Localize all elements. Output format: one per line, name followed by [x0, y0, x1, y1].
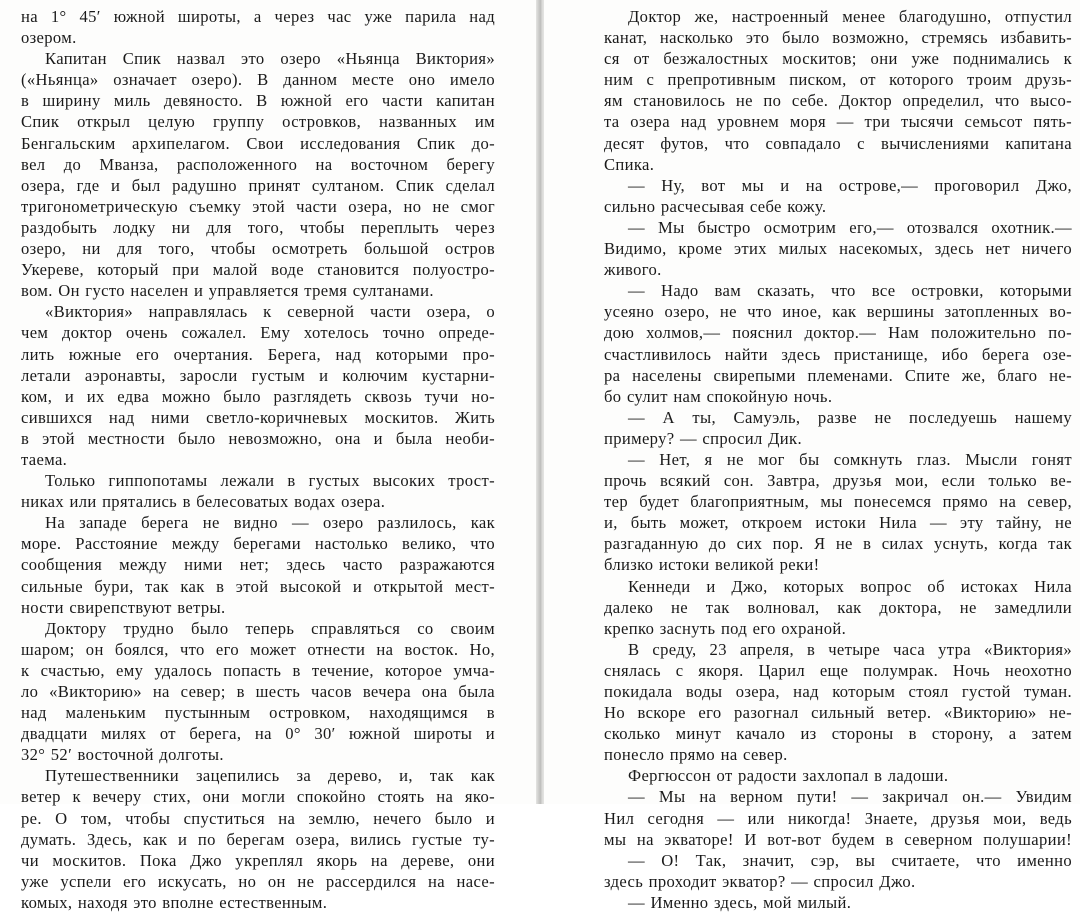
text-line: озеро, ни для того, чтобы осмотреть большой остров: [21, 239, 495, 259]
text-line: уже успели его искусать, но он не рассердился на насе-: [21, 871, 495, 891]
text-line: Но вскоре его разогнал сильный ветер. «Викторию» не-: [604, 703, 1072, 723]
text-line: ся от безжалостных москитов; они уже поднимались к: [604, 49, 1072, 69]
text-line: ло «Викторию» на север; в шесть часов вечера она была: [21, 682, 495, 701]
text-line: никах или прятались в белесоватых водах озера.: [21, 492, 386, 512]
text-line: ветер к вечеру стих, они могли спокойно стоять на яко-: [21, 787, 495, 807]
text-line: и, быть может, откроем истоки Нила — эту тайну, не: [604, 513, 1072, 533]
text-line: примеру? — спросил Дик.: [604, 428, 802, 448]
text-line: в этой местности было невозможно, она и была необи-: [21, 428, 495, 448]
text-line: Кеннеди и Джо, которых вопрос об истоках Нила: [628, 576, 1072, 596]
text-line: счастливилось найти здесь пристанище, ибо берега озе-: [604, 344, 1072, 364]
text-line: ком, и их едва можно было разглядеть сквозь тучи но-: [21, 386, 495, 406]
text-line: лить южные его очертания. Берега, над которыми про-: [21, 344, 495, 364]
text-line: шаром; он боялся, что его может отнести на восток. Но,: [21, 639, 495, 659]
text-line: мы на экваторе! И вот-вот будем в северном полушарии!: [604, 829, 1072, 849]
text-line: («Ньянца» означает озеро). В данном месте оно имело: [21, 70, 495, 90]
text-line: живого.: [604, 260, 662, 280]
text-line: ям становилось не по себе. Доктор определил, что высо-: [604, 91, 1072, 111]
text-line: тер будет благоприятным, мы понесемся прямо на север,: [604, 492, 1072, 512]
right-page-text: [604, 6, 1072, 913]
text-line: — Мы быстро осмотрим его,— отозвался охотник.—: [628, 217, 1072, 237]
text-line: Доктор же, настроенный менее благодушно, отпустил: [628, 7, 1072, 26]
text-line: к счастью, ему удалось попасть в течение, которое умча-: [21, 660, 495, 680]
text-line: таема.: [21, 449, 68, 469]
text-line: та озера над уровнем моря — три тысячи семьсот пять-: [604, 112, 1072, 132]
text-line: в ширину миль девяносто. В южной его части капитан: [21, 91, 495, 111]
text-line: далеко не так волновал, как доктора, не замедлили: [604, 597, 1072, 617]
text-line: канат, насколько это было возможно, стремясь избавить-: [604, 28, 1072, 48]
text-line: здесь проходит экватор? — спросил Джо.: [604, 871, 916, 891]
text-line: — А ты, Самуэль, разве не последуешь нашему: [628, 407, 1072, 427]
text-line: сколько минут качало из стороны в сторону, а затем: [604, 724, 1072, 744]
text-line: — О! Так, значит, сэр, вы считаете, что именно: [628, 850, 1072, 870]
text-line: бо сулит нам спокойную ночь.: [604, 386, 833, 406]
text-line: — Нет, я не мог бы сомкнуть глаз. Мысли гонят: [628, 449, 1072, 469]
text-line: ре. О том, чтобы спуститься на землю, нечего было и: [21, 808, 495, 828]
text-line: Путешественники зацепились за дерево, и, так как: [45, 766, 495, 786]
text-line: летали аэронавты, заросли густым и колючим кустарни-: [21, 365, 495, 385]
text-line: — Именно здесь, мой милый.: [628, 892, 852, 912]
text-line: Нил сегодня — или никогда! Знаете, друзья мои, ведь: [604, 808, 1072, 828]
text-line: вел до Мванза, расположенного на восточном берегу: [21, 154, 495, 174]
text-line: Спика.: [604, 154, 655, 174]
text-line: ности свирепствуют ветры.: [21, 597, 226, 617]
text-line: двадцати милях от берега, на 0° 30′ южной широты и: [21, 724, 495, 744]
text-line: Капитан Спик назвал это озеро «Ньянца Виктория»: [45, 49, 495, 69]
text-line: озером.: [21, 28, 77, 48]
text-line: на 1° 45′ южной широты, а через час уже парила над: [21, 7, 495, 26]
text-line: сившихся над ними светло-коричневых москитов. Жить: [21, 407, 495, 427]
text-line: понесло прямо на север.: [604, 745, 788, 765]
text-line: сильно расчесывая себе кожу.: [604, 196, 827, 216]
text-line: близко истоки великой реки!: [604, 555, 820, 575]
text-line: В среду, 23 апреля, в четыре часа утра «Виктория»: [628, 639, 1072, 659]
text-line: Укереве, который при малой воде становится полуостро-: [21, 260, 495, 280]
text-line: — Ну, вот мы и на острове,— проговорил Джо,: [628, 175, 1072, 195]
text-line: Доктору трудно было теперь справляться со своим: [45, 618, 495, 638]
text-line: чи москитов. Пока Джо укреплял якорь на дереве, они: [21, 850, 495, 870]
text-line: На западе берега не видно — озеро разлилось, как: [45, 513, 495, 533]
right-page: [544, 0, 1080, 912]
text-line: Бенгальским архипелагом. Свои исследования Спик до-: [21, 133, 495, 153]
text-line: прочь всякий сон. Завтра, друзья мои, если только ве-: [604, 471, 1072, 491]
text-line: — Надо вам сказать, что все островки, которыми: [628, 281, 1072, 301]
text-line: крепко заснуть под его охраной.: [604, 618, 847, 638]
text-line: десят футов, что совпадало с вычислениями капитана: [604, 133, 1072, 153]
text-line: ра населены свирепыми племенами. Спите же, благо не-: [604, 365, 1072, 385]
text-line: комых, находя это вполне естественным.: [21, 892, 328, 912]
text-line: над маленьким пустынным островком, находящимся в: [21, 703, 495, 723]
text-line: — Мы на верном пути! — закричал он.— Увидим: [628, 787, 1072, 807]
text-line: озера, где и был радушно принят султаном. Спик сделал: [21, 175, 495, 195]
left-page-text: [21, 6, 495, 913]
text-line: сообщения между ними нет; здесь часто разражаются: [21, 555, 495, 575]
text-line: снялась с якоря. Царил еще полумрак. Ночь неохотно: [604, 660, 1072, 680]
text-line: усеяно озеро, не что иное, как вершины затопленных во-: [604, 302, 1072, 322]
text-line: дою холмов,— пояснил доктор.— Нам положительно по-: [604, 323, 1072, 343]
text-line: море. Расстояние между берегами настолько велико, что: [21, 534, 495, 554]
text-line: 32° 52′ восточной долготы.: [21, 745, 224, 765]
text-line: Фергюссон от радости захлопал в ладоши.: [628, 766, 949, 786]
text-line: вом. Он густо населен и управляется тремя султанами.: [21, 281, 434, 301]
text-line: Видимо, кроме этих милых насекомых, здесь нет ничего: [604, 239, 1072, 259]
text-line: раздобыть лодку ни для того, чтобы переплыть через: [21, 217, 495, 237]
text-line: ним с препротивным писком, от которого троим друзь-: [604, 70, 1072, 90]
text-line: «Виктория» направлялась к северной части озера, о: [45, 302, 495, 322]
text-line: разгаданную до сих пор. Я не в силах уснуть, когда так: [604, 534, 1072, 554]
text-line: чем доктор очень сожалел. Ему хотелось точно опреде-: [21, 323, 495, 343]
text-line: покидала воды озера, над которым стоял густой туман.: [604, 682, 1072, 701]
text-line: думать. Здесь, как и по берегам озера, вились густые ту-: [21, 829, 495, 849]
text-line: Спик открыл целую группу островков, названных им: [21, 112, 495, 132]
text-line: тригонометрическую съемку этой части озера, но не смог: [21, 196, 495, 216]
text-line: Только гиппопотамы лежали в густых высоких трост-: [45, 471, 495, 491]
left-page: [0, 0, 538, 912]
text-line: сильные бури, так как в этой высокой и открытой мест-: [21, 576, 495, 596]
